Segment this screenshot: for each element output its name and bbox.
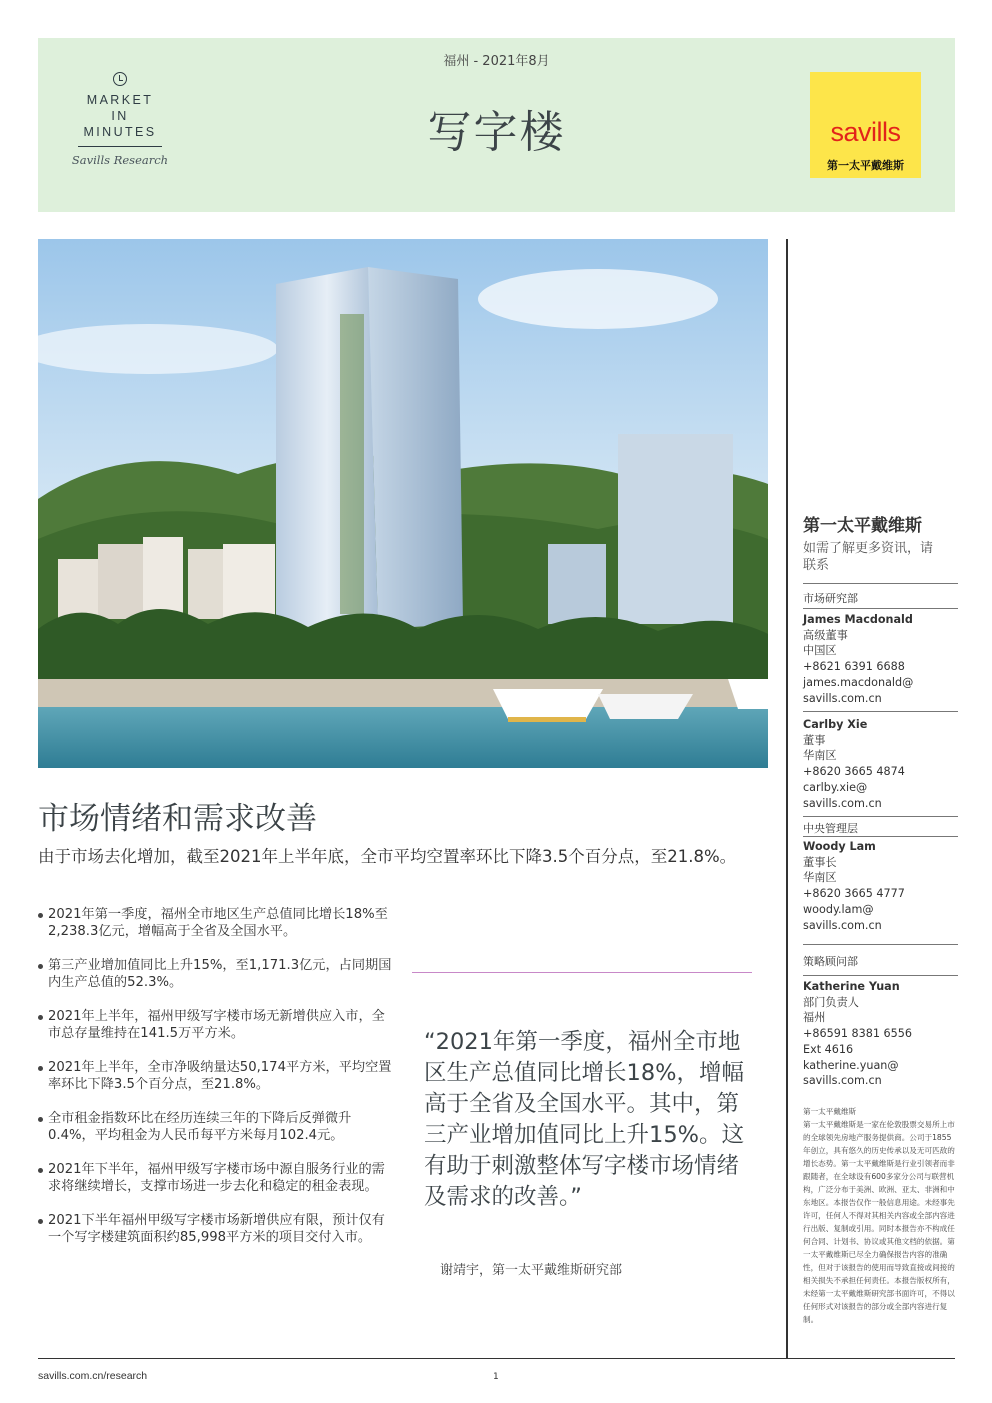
contact-line: 华南区 [803, 749, 837, 763]
clock-icon [113, 72, 127, 86]
lead-paragraph: 由于市场去化增加，截至2021年上半年底，全市平均空置率环比下降3.5个百分点，至21.8%。 [38, 847, 737, 866]
quote-author: 谢靖宇，第一太平戴维斯研究部 [440, 1263, 623, 1278]
mim-line-3: MINUTES [83, 125, 157, 139]
footer-rule [38, 1358, 955, 1359]
contact-extension: Ext 4616 [803, 1042, 854, 1056]
savills-logo-word: savills [830, 117, 901, 147]
footer-url[interactable]: savills.com.cn/research [38, 1370, 148, 1382]
contact-phone: +8620 3665 4874 [803, 765, 905, 779]
page-number: 1 [493, 1372, 499, 1382]
contact-card [803, 839, 963, 933]
report-period: 福州 - 2021年8月 [443, 54, 550, 69]
contact-phone: +86591 8381 6556 [803, 1027, 913, 1041]
pull-quote: “2021年第一季度，福州全市地区生产总值同比增长18%，增幅高于全省及全国水平。其中，第三产业增加值同比上升15%。这有助于刺激整体写字楼市场情绪及需求的改善。” [424, 1029, 745, 1210]
section-rule [803, 816, 958, 817]
sidebar-intro: 如需了解更多资讯，请联系 [803, 541, 934, 573]
contact-name: James Macdonald [803, 613, 913, 626]
contact-card [803, 612, 963, 706]
sidebar-divider [786, 239, 788, 1359]
report-header [38, 38, 955, 212]
section-rule [803, 836, 958, 837]
contact-phone: +8620 3665 4777 [803, 887, 905, 901]
contact-phone: +8621 6391 6688 [803, 660, 905, 674]
bullet-item: 全市租金指数环比在经历连续三年的下降后反弹微升0.4%，平均租金为人民币每平方米每月102.4元。 [38, 1110, 396, 1144]
hero-image [38, 239, 768, 768]
section-rule [803, 583, 958, 584]
contact-line: 福州 [803, 1011, 826, 1025]
bullet-item: 第三产业增加值同比上升15%，至1,171.3亿元，占同期国内生产总值的52.3%。 [38, 957, 396, 991]
mim-line-1: MARKET [86, 93, 154, 107]
contact-name: Katherine Yuan [803, 980, 900, 993]
section-rule [803, 975, 958, 976]
section-rule [803, 711, 958, 712]
contact-email[interactable]: carlby.xie@ [803, 780, 868, 794]
bullet-item: 2021下半年福州甲级写字楼市场新增供应有限，预计仅有一个写字楼建筑面积约85,998平方米的项目交付入市。 [38, 1212, 396, 1246]
contact-line: 董事 [803, 733, 826, 747]
bullet-item: 2021年第一季度，福州全市地区生产总值同比增长18%至2,238.3亿元，增幅高于全省及全国水平。 [38, 906, 396, 940]
section-rule [803, 944, 958, 945]
contact-line: 华南区 [803, 871, 837, 885]
contact-line: 高级董事 [803, 628, 848, 642]
contact-card [803, 717, 963, 811]
report-title: 写字楼 [427, 107, 566, 158]
contact-name: Woody Lam [803, 840, 876, 853]
sidebar-title: 第一太平戴维斯 [803, 516, 922, 536]
section-rule [803, 608, 958, 609]
section-label-management: 中央管理层 [803, 822, 858, 835]
contact-card [803, 979, 963, 1089]
quote-divider [412, 972, 752, 973]
disclaimer-block [803, 1105, 958, 1326]
savills-logo [810, 72, 921, 178]
contact-line: 部门负责人 [803, 995, 859, 1009]
contact-email-domain[interactable]: savills.com.cn [803, 796, 882, 810]
contact-email[interactable]: james.macdonald@ [803, 675, 914, 689]
contact-name: Carlby Xie [803, 718, 868, 731]
section-label-strategy: 策略顾问部 [803, 955, 858, 968]
contact-email[interactable]: woody.lam@ [803, 902, 874, 916]
headline: 市场情绪和需求改善 [38, 801, 317, 837]
contact-email-domain[interactable]: savills.com.cn [803, 1074, 882, 1088]
contact-email[interactable]: katherine.yuan@ [803, 1058, 899, 1072]
key-points-list [38, 906, 396, 1263]
mim-line-2: IN [111, 109, 129, 123]
savills-research-label: Savills Research [71, 153, 169, 167]
contact-line: 中国区 [803, 644, 837, 658]
bullet-item: 2021年上半年，福州甲级写字楼市场无新增供应入市，全市总存量维持在141.5万平方米。 [38, 1008, 396, 1042]
bullet-item: 2021年下半年，福州甲级写字楼市场中源自服务行业的需求将继续增长，支撑市场进一步去化和稳定的租金表现。 [38, 1161, 396, 1195]
contact-email-domain[interactable]: savills.com.cn [803, 691, 882, 705]
contact-email-domain[interactable]: savills.com.cn [803, 918, 882, 932]
bullet-item: 2021年上半年，全市净吸纳量达50,174平方米，平均空置率环比下降3.5个百分点，至21.8%。 [38, 1059, 396, 1093]
disclaimer-text: 第一太平戴维斯是一家在伦敦股票交易所上市的全球领先房地产服务提供商。公司于1855年创立，具有悠久的历史传承以及无可匹敌的增长态势。第一太平戴维斯是行业引领者而非跟随者，在全球设有600多家分公司与联营机构，广泛分布于美洲、欧洲、亚太、非洲和中东地区。本报告仅作一般信息用途。未经事先许可，任何人不得对其相关内容或全部内容进行出版、复制或引用。同时本报告亦不构成任何合同、计划书、协议或其他文档的依据。第一太平戴维斯已尽全力确保报告内容的准确性，但对于该报告的使用而导致直接或间接的相关损失不承担任何责任。本报告版权所有，未经第一太平戴维斯研究部书面许可，不得以任何形式对该报告的部分或全部内容进行复制。 [803, 1120, 955, 1324]
disclaimer-title: 第一太平戴维斯 [803, 1107, 857, 1116]
section-label-research: 市场研究部 [803, 592, 858, 605]
savills-logo-cn: 第一太平戴维斯 [827, 159, 904, 172]
contact-line: 董事长 [803, 855, 837, 869]
